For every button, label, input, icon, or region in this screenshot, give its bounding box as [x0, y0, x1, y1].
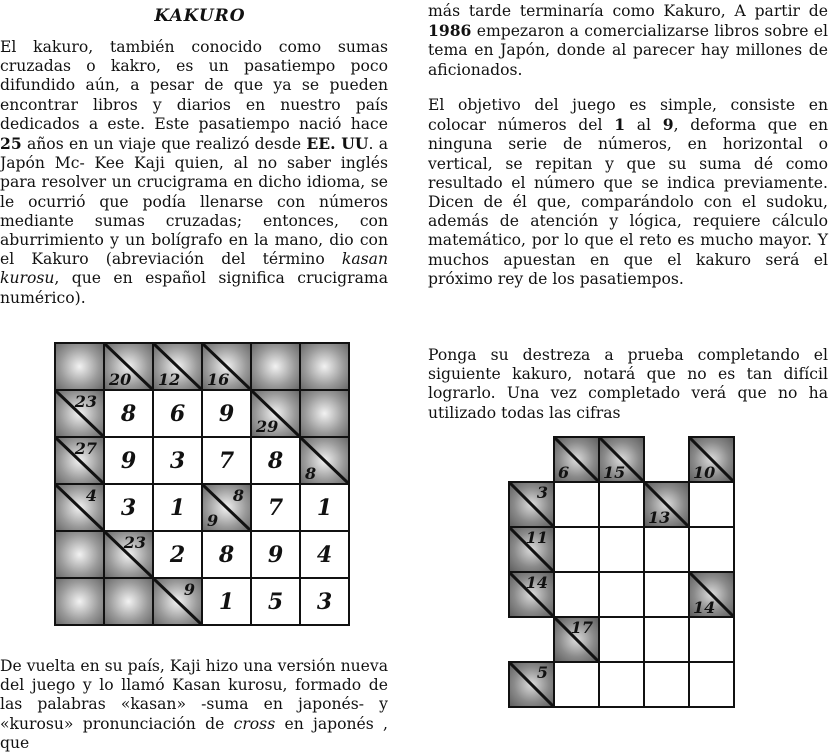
example-filled-cell — [154, 485, 201, 530]
puzzle-answer-cell[interactable] — [689, 482, 734, 527]
example-filled-cell — [154, 391, 201, 436]
example-clue-cell — [154, 344, 201, 389]
across-clue-number: 4 — [85, 486, 97, 505]
puzzle-answer-cell[interactable] — [689, 617, 734, 662]
cell-digit: 8 — [267, 447, 284, 474]
example-filled-cell — [203, 532, 250, 577]
example-filled-cell — [252, 485, 299, 530]
example-filled-cell — [301, 579, 348, 624]
puzzle-answer-cell[interactable] — [644, 572, 689, 617]
example-blank-cell — [301, 391, 348, 436]
down-clue-number: 29 — [256, 417, 279, 436]
example-filled-cell — [105, 485, 152, 530]
puzzle-answer-cell[interactable] — [644, 662, 689, 707]
page-title: KAKURO — [154, 6, 246, 26]
across-clue-number: 23 — [123, 533, 146, 552]
example-clue-cell — [56, 391, 103, 436]
puzzle-answer-cell[interactable] — [554, 572, 599, 617]
cell-digit: 8 — [218, 541, 235, 568]
puzzle-clue-cell — [509, 572, 554, 617]
puzzle-clue-cell — [509, 527, 554, 572]
cell-digit: 9 — [218, 400, 235, 427]
example-filled-cell — [203, 579, 250, 624]
puzzle-answer-cell[interactable] — [599, 617, 644, 662]
example-filled-cell — [203, 391, 250, 436]
cell-digit: 7 — [218, 447, 235, 474]
example-clue-cell — [56, 485, 103, 530]
cell-digit: 6 — [169, 400, 186, 427]
example-blank-cell — [252, 344, 299, 389]
term-kasan-kurosu: kasan kurosu — [0, 250, 388, 288]
cell-digit: 7 — [267, 494, 284, 521]
puzzle-clue-cell — [554, 617, 599, 662]
history-paragraph: De vuelta en su país, Kaji hizo una versión nueva del juego y lo llamó Kasan kurosu, formado de las palabras «kasan» -suma en japonés- y «kurosu» pronunciación de cross en japonés , que — [0, 657, 389, 752]
across-clue-number: 5 — [536, 663, 548, 682]
objective-paragraph: El objetivo del juego es simple, consiste en colocar números del 1 al 9, deforma que en ninguna serie de números, en horizontal o vertical, se repitan y que su suma dé como resultado el número que se indica previamente. Dicen de él que, comparándolo con el sudoku, además de atención y lógica, requiere cálculo matemático, por lo que el reto es mucho mayor. Y muchos apuestan en que el kakuro será el próximo rey de los pasatiempos. — [428, 96, 829, 288]
puzzle-answer-cell[interactable] — [644, 527, 689, 572]
example-filled-cell — [252, 579, 299, 624]
cell-digit: 8 — [120, 400, 137, 427]
example-filled-cell — [105, 438, 152, 483]
puzzle-clue-cell — [644, 482, 689, 527]
across-clue-number: 27 — [74, 439, 97, 458]
across-clue-number: 3 — [536, 483, 548, 502]
example-blank-cell — [56, 532, 103, 577]
cell-digit: 9 — [120, 447, 137, 474]
down-clue-number: 10 — [693, 463, 716, 482]
puzzle-kakuro-grid — [509, 437, 734, 707]
puzzle-answer-cell[interactable] — [554, 527, 599, 572]
puzzle-empty-space — [509, 617, 554, 662]
example-filled-cell — [154, 532, 201, 577]
across-clue-number: 8 — [232, 486, 244, 505]
puzzle-clue-cell — [689, 572, 734, 617]
example-filled-cell — [154, 438, 201, 483]
example-clue-cell — [154, 579, 201, 624]
puzzle-clue-cell — [554, 437, 599, 482]
puzzle-answer-cell[interactable] — [644, 617, 689, 662]
example-filled-cell — [105, 391, 152, 436]
year-value: 1986 — [428, 21, 472, 41]
example-clue-cell — [203, 344, 250, 389]
down-clue-number: 8 — [305, 464, 317, 483]
puzzle-answer-cell[interactable] — [554, 482, 599, 527]
down-clue-number: 6 — [558, 463, 570, 482]
example-kakuro-grid — [54, 342, 350, 626]
example-clue-cell — [105, 344, 152, 389]
example-filled-cell — [203, 438, 250, 483]
country-abbrev: EE. UU — [306, 134, 369, 154]
down-clue-number: 16 — [207, 370, 230, 389]
down-clue-number: 14 — [693, 598, 716, 617]
intro-paragraph: El kakuro, también conocido como sumas cruzadas o kakro, es un pasatiempo poco difundido aún, a pesar de que ya se pueden encontrar libros y diarios en nuestro país dedicados a este. Este pasatiempo nació hace 25 años en un viaje que realizó desde EE. UU. a Japón Mc- Kee Kaji quien, al no saber inglés para resolver un crucigrama en dicho idioma, se le ocurrió que podía llenarse con números mediante sumas cruzadas; entonces, con aburrimiento y un bolígrafo en la mano, dio con el Kakuro (abreviación del término kasan kurosu, que en español significa crucigrama numérico). — [0, 38, 388, 307]
across-clue-number: 14 — [525, 573, 548, 592]
example-blank-cell — [56, 344, 103, 389]
puzzle-answer-cell[interactable] — [599, 662, 644, 707]
example-clue-cell — [203, 485, 250, 530]
down-clue-number: 9 — [207, 511, 219, 530]
down-clue-number: 12 — [158, 370, 181, 389]
example-blank-cell — [105, 579, 152, 624]
down-clue-number: 13 — [648, 508, 671, 527]
example-filled-cell — [301, 485, 348, 530]
example-clue-cell — [301, 438, 348, 483]
term-cross: cross — [233, 714, 276, 733]
puzzle-empty-space — [644, 437, 689, 482]
puzzle-answer-cell[interactable] — [689, 527, 734, 572]
cell-digit: 9 — [267, 541, 284, 568]
down-clue-number: 20 — [109, 370, 132, 389]
cell-digit: 3 — [169, 447, 186, 474]
across-clue-number: 23 — [74, 392, 97, 411]
puzzle-answer-cell[interactable] — [554, 662, 599, 707]
puzzle-answer-cell[interactable] — [599, 572, 644, 617]
example-clue-cell — [252, 391, 299, 436]
example-blank-cell — [56, 579, 103, 624]
puzzle-clue-cell — [689, 437, 734, 482]
example-clue-cell — [56, 438, 103, 483]
cell-digit: 1 — [316, 494, 333, 521]
example-filled-cell — [252, 532, 299, 577]
example-clue-cell — [105, 532, 152, 577]
across-clue-number: 9 — [183, 580, 195, 599]
puzzle-clue-cell — [509, 482, 554, 527]
cell-digit: 5 — [267, 588, 284, 615]
puzzle-empty-space — [509, 437, 554, 482]
history-continued-paragraph: más tarde terminaría como Kakuro, A partir de 1986 empezaron a comercializarse libros sobre el tema en Japón, donde al parecer hay millones de aficionados. — [428, 2, 828, 79]
challenge-paragraph: Ponga su destreza a prueba completando el siguiente kakuro, notará que no es tan difícil lograrlo. Una vez completado verá que no ha utilizado todas las cifras — [428, 346, 828, 422]
puzzle-answer-cell[interactable] — [599, 527, 644, 572]
puzzle-answer-cell[interactable] — [689, 662, 734, 707]
years-value: 25 — [0, 134, 22, 154]
puzzle-answer-cell[interactable] — [599, 482, 644, 527]
puzzle-clue-cell — [599, 437, 644, 482]
cell-digit: 3 — [316, 588, 333, 615]
example-filled-cell — [252, 438, 299, 483]
cell-digit: 4 — [316, 541, 333, 568]
across-clue-number: 17 — [570, 618, 593, 637]
cell-digit: 1 — [169, 494, 186, 521]
cell-digit: 2 — [169, 541, 186, 568]
down-clue-number: 15 — [603, 463, 626, 482]
across-clue-number: 11 — [525, 528, 548, 547]
cell-digit: 3 — [120, 494, 137, 521]
cell-digit: 1 — [218, 588, 235, 615]
example-blank-cell — [301, 344, 348, 389]
example-filled-cell — [301, 532, 348, 577]
puzzle-clue-cell — [509, 662, 554, 707]
